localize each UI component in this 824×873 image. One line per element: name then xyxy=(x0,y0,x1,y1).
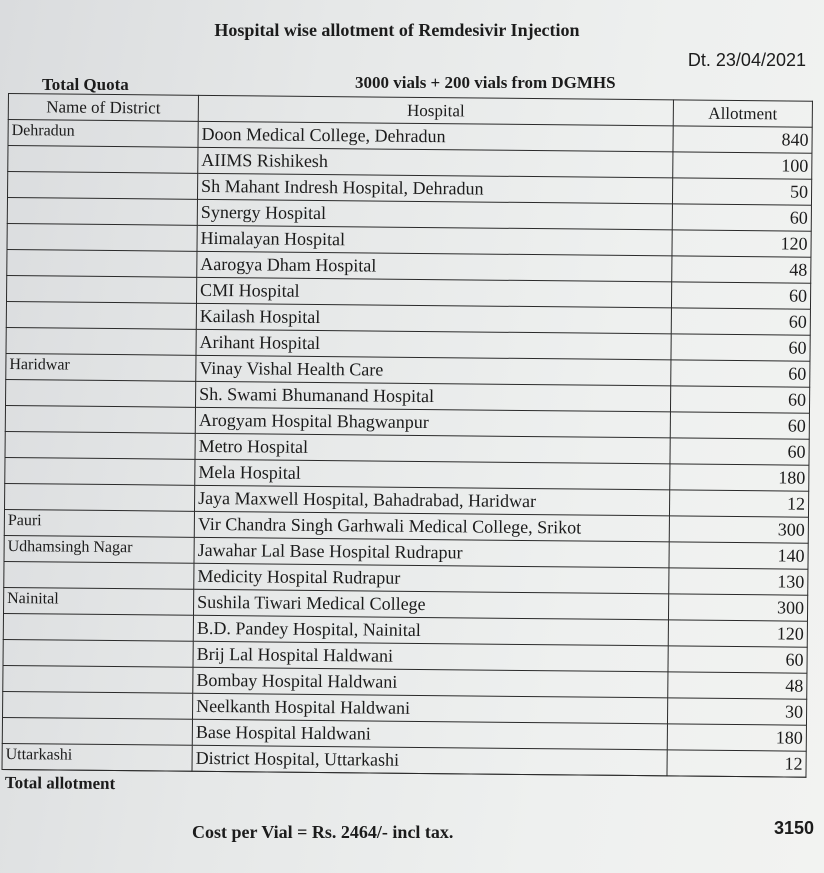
district-cell xyxy=(3,639,193,667)
allotment-cell: 140 xyxy=(669,542,808,569)
hospital-cell: Metro Hospital xyxy=(195,433,670,464)
district-cell xyxy=(6,379,196,407)
allotment-cell: 60 xyxy=(672,204,811,231)
column-header-hospital: Hospital xyxy=(198,95,673,126)
total-quota-value: 3000 vials + 200 vials from DGMHS xyxy=(355,73,616,92)
hospital-cell: AIIMS Rishikesh xyxy=(198,147,673,178)
district-cell: Nainital xyxy=(4,587,194,615)
hospital-cell: Aarogya Dham Hospital xyxy=(197,251,672,282)
allotment-cell: 12 xyxy=(667,750,806,777)
allotment-cell: 60 xyxy=(670,438,809,465)
district-cell xyxy=(5,405,195,433)
district-cell xyxy=(7,249,197,277)
total-allotment-empty xyxy=(667,776,806,803)
hospital-cell: Base Hospital Haldwani xyxy=(192,719,667,750)
district-cell xyxy=(3,665,193,693)
hospital-cell: District Hospital, Uttarkashi xyxy=(192,745,667,776)
hospital-cell: Himalayan Hospital xyxy=(197,225,672,256)
allotment-cell: 120 xyxy=(668,620,807,647)
district-cell: Dehradun xyxy=(8,120,198,148)
district-cell xyxy=(5,457,195,485)
hospital-cell: Arogyam Hospital Bhagwanpur xyxy=(195,407,670,438)
district-cell xyxy=(3,691,193,719)
hospital-cell: Mela Hospital xyxy=(195,459,670,490)
hospital-cell: Bombay Hospital Haldwani xyxy=(193,667,668,698)
allotment-cell: 30 xyxy=(667,698,806,725)
allotment-cell: 60 xyxy=(671,308,810,335)
total-allotment-value: 3150 xyxy=(773,818,814,838)
district-cell xyxy=(7,223,197,251)
column-header-district: Name of District xyxy=(8,94,198,122)
hospital-cell: Arihant Hospital xyxy=(196,329,671,360)
district-cell xyxy=(4,561,194,589)
hospital-cell: CMI Hospital xyxy=(196,277,671,308)
allotment-cell: 300 xyxy=(669,516,808,543)
district-cell xyxy=(5,431,195,459)
hospital-cell: B.D. Pandey Hospital, Nainital xyxy=(193,615,668,646)
hospital-cell: Kailash Hospital xyxy=(196,303,671,334)
district-cell xyxy=(2,717,192,745)
cost-per-vial: Cost per Vial = Rs. 2464/- incl tax. xyxy=(192,822,454,842)
district-cell xyxy=(6,301,196,329)
district-cell xyxy=(8,146,198,174)
document-date: Dt. 23/04/2021 xyxy=(687,50,806,70)
district-cell: Pauri xyxy=(4,509,194,537)
allotment-cell: 180 xyxy=(670,464,809,491)
hospital-cell: Sh. Swami Bhumanand Hospital xyxy=(195,381,670,412)
allotment-cell: 60 xyxy=(668,646,807,673)
hospital-cell: Vir Chandra Singh Garhwali Medical College, Srikot xyxy=(194,511,669,542)
allotment-cell: 180 xyxy=(667,724,806,751)
hospital-cell: Sushila Tiwari Medical College xyxy=(193,589,668,620)
district-cell xyxy=(6,327,196,355)
district-cell: Udhamsingh Nagar xyxy=(4,535,194,563)
district-cell: Haridwar xyxy=(6,353,196,381)
allotment-cell: 48 xyxy=(668,672,807,699)
allotment-cell: 60 xyxy=(671,334,810,361)
total-allotment-label: Total allotment xyxy=(4,773,116,794)
hospital-cell: Doon Medical College, Dehradun xyxy=(198,121,673,152)
allotment-cell: 300 xyxy=(668,594,807,621)
allotment-cell: 12 xyxy=(669,490,808,517)
hospital-cell: Brij Lal Hospital Haldwani xyxy=(193,641,668,672)
hospital-cell: Medicity Hospital Rudrapur xyxy=(194,563,669,594)
total-quota-label: Total Quota xyxy=(42,75,129,94)
district-cell xyxy=(5,483,195,511)
allotment-cell: 120 xyxy=(672,230,811,257)
hospital-cell: Synergy Hospital xyxy=(197,199,672,230)
total-allotment-spacer xyxy=(192,771,667,801)
district-cell xyxy=(3,613,193,641)
allotment-table xyxy=(1,93,813,803)
allotment-cell: 840 xyxy=(673,126,812,153)
allotment-cell: 60 xyxy=(671,282,810,309)
hospital-cell: Vinay Vishal Health Care xyxy=(196,355,671,386)
allotment-cell: 48 xyxy=(672,256,811,283)
allotment-table-wrapper xyxy=(1,93,812,803)
allotment-cell: 60 xyxy=(671,360,810,387)
column-header-allotment: Allotment xyxy=(673,100,812,127)
allotment-cell: 130 xyxy=(669,568,808,595)
table-body xyxy=(2,120,812,778)
district-cell: Uttarkashi xyxy=(2,743,192,771)
document-title: Hospital wise allotment of Remdesivir Injection xyxy=(214,20,580,40)
allotment-cell: 60 xyxy=(670,412,809,439)
allotment-cell: 100 xyxy=(673,152,812,179)
hospital-cell: Sh Mahant Indresh Hospital, Dehradun xyxy=(197,173,672,204)
district-cell xyxy=(7,197,197,225)
allotment-cell: 50 xyxy=(672,178,811,205)
hospital-cell: Neelkanth Hospital Haldwani xyxy=(192,693,667,724)
district-cell xyxy=(7,172,197,200)
hospital-cell: Jawahar Lal Base Hospital Rudrapur xyxy=(194,537,669,568)
allotment-cell: 60 xyxy=(670,386,809,413)
district-cell xyxy=(6,275,196,303)
hospital-cell: Jaya Maxwell Hospital, Bahadrabad, Haridwar xyxy=(194,485,669,516)
